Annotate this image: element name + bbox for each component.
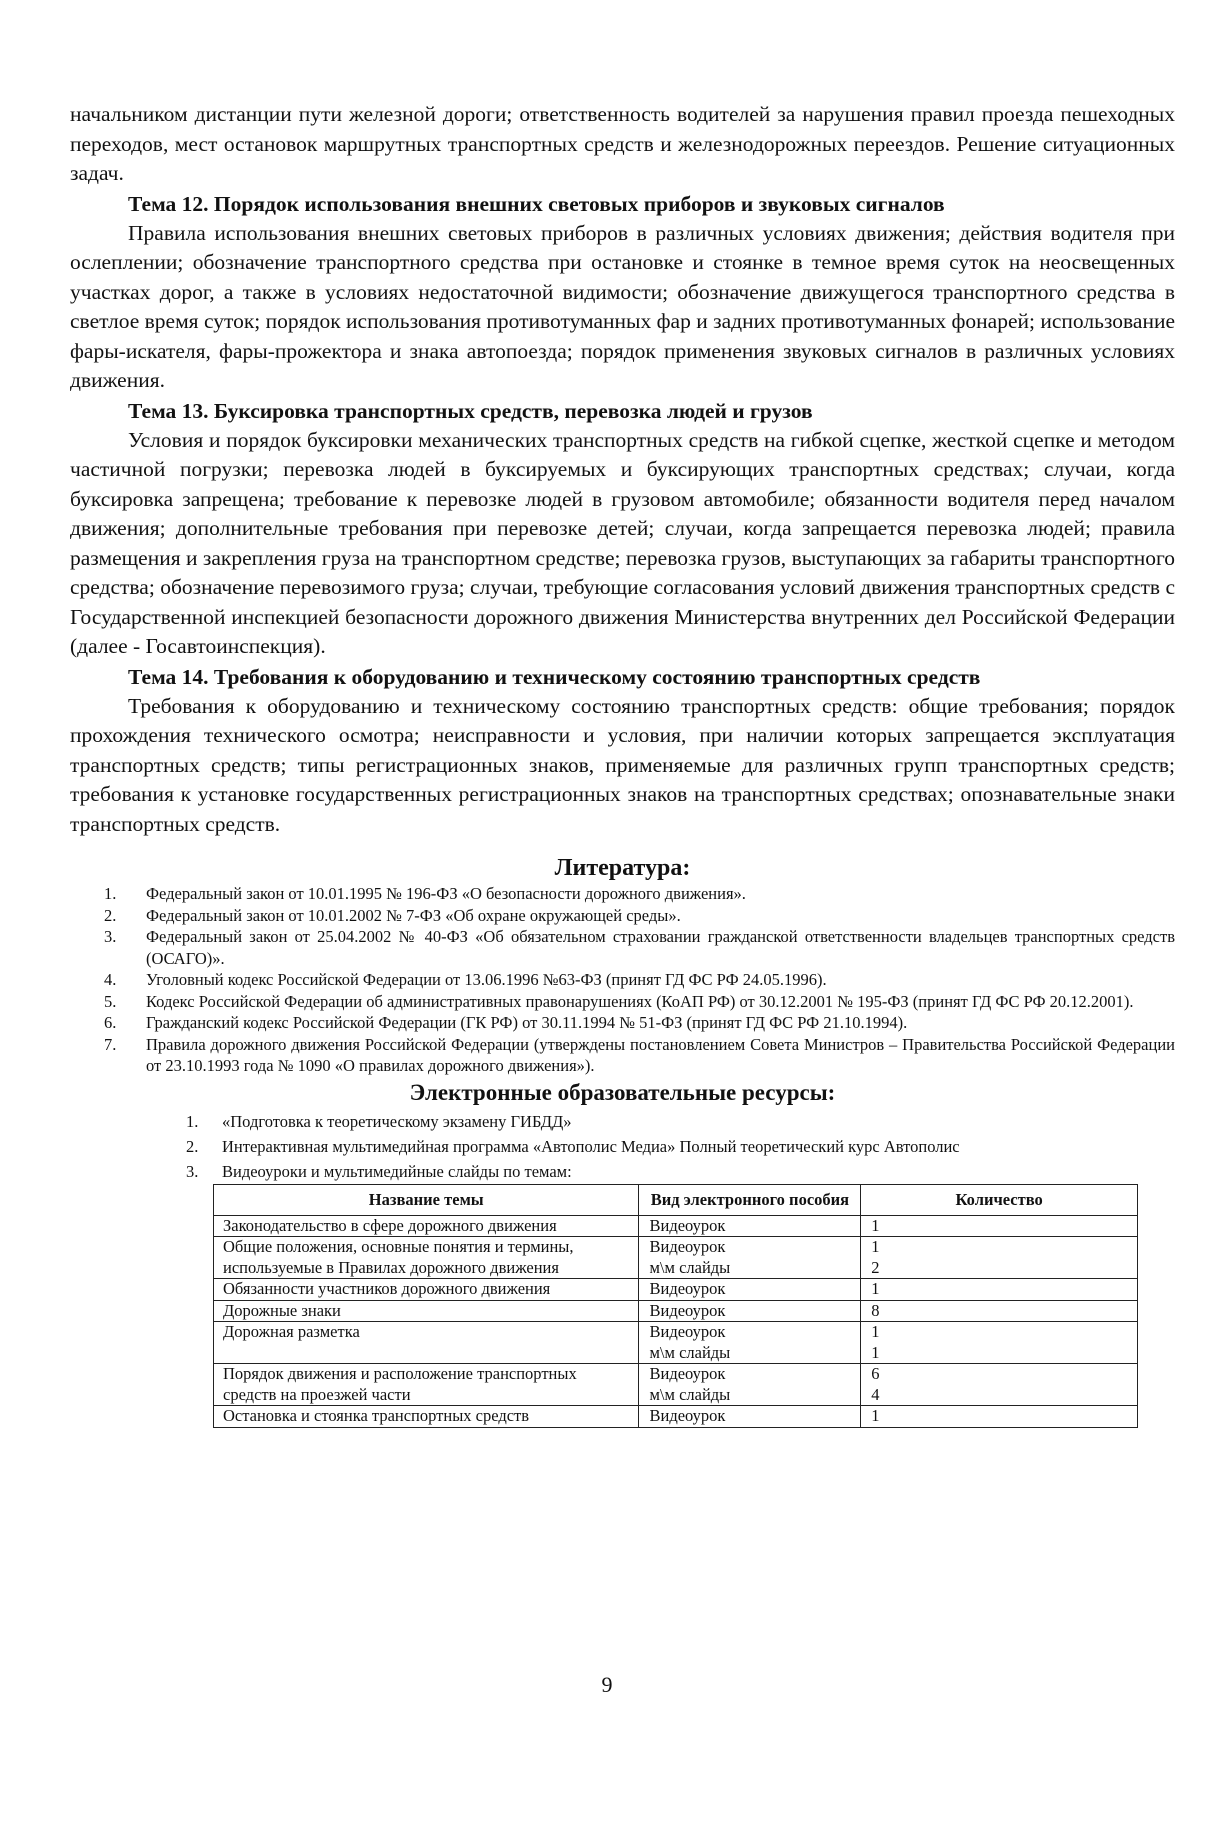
cell-kind: Видеоурок (639, 1215, 861, 1237)
page-number: 9 (601, 1672, 613, 1697)
cell-count: 1 1 (861, 1322, 1138, 1364)
list-item: 6. Гражданский кодекс Российской Федерации (ГК РФ) от 30.11.1994 № 51-ФЗ (принят ГД ФС РФ 21.10.1994). (104, 1013, 908, 1032)
cell-count: 6 4 (861, 1364, 1138, 1406)
table-header-row (214, 1184, 1138, 1215)
topic-13-text: Условия и порядок буксировки механических транспортных средств на гибкой сцепке, жесткой сцепке и методом частичной погрузки; перевозка людей в буксируемых и буксирующих транспортных средствах; случаи, когда буксировка запрещена; требование к перевозке людей в грузовом автомобиле; обязанности водителя перед началом движения; дополнительные требования при перевозке детей; случаи, когда запрещается перевозка людей; правила размещения и закрепления груза на транспортном средстве; перевозка грузов, выступающих за габариты транспортного средства; обозначение перевозимого груза; случаи, требующие согласования условий движения транспортных средств с Государственной инспекцией безопасности дорожного движения Министерства внутренних дел Российской Федерации (далее - Госавтоинспекция). (70, 427, 1175, 658)
resources-list (70, 1109, 1175, 1184)
cell-topic: Остановка и стоянка транспортных средств (214, 1406, 639, 1428)
cell-kind: Видеоурок (639, 1300, 861, 1322)
list-item: 7. Правила дорожного движения Российской Федерации (утверждены постановлением Совета Министров – Правительства Российской Федерации от 23.10.1993 года № 1090 «О правилах дорожного движения»). (104, 1034, 1175, 1075)
list-item: 1. Федеральный закон от 10.01.1995 № 196-ФЗ «О безопасности дорожного движения». (104, 884, 746, 903)
list-item: 2. Интерактивная мультимедийная программа «Автополис Медиа» Полный теоретический курс Автополис (186, 1136, 960, 1156)
table-row (214, 1237, 1138, 1279)
cell-topic: Порядок движения и расположение транспортных средств на проезжей части (214, 1364, 639, 1406)
list-item: 5. Кодекс Российской Федерации об административных правонарушениях (КоАП РФ) от 30.12.2001 № 195-ФЗ (принят ГД ФС РФ 20.12.2001). (104, 991, 1134, 1011)
resources-table (213, 1184, 1138, 1428)
table-row (214, 1279, 1138, 1301)
cell-kind: Видеоурок (639, 1279, 861, 1301)
list-item: 1. «Подготовка к теоретическому экзамену ГИБДД» (186, 1111, 572, 1131)
topic-14-title: Тема 14. Требования к оборудованию и техническому состоянию транспортных средств (128, 664, 981, 689)
cell-count: 1 (861, 1279, 1138, 1301)
column-header-topic: Название темы (214, 1184, 639, 1215)
table-row (214, 1406, 1138, 1428)
intro-paragraph: начальником дистанции пути железной дороги; ответственность водителей за нарушения правил проезда пешеходных переходов, мест остановок маршрутных транспортных средств и железнодорожных переездов. Решение ситуационных задач. (70, 102, 1175, 185)
cell-topic: Обязанности участников дорожного движения (214, 1279, 639, 1301)
cell-kind: Видеоурок м\м слайды (639, 1322, 861, 1364)
resources-title: Электронные образовательные ресурсы: (409, 1079, 836, 1105)
cell-kind: Видеоурок (639, 1406, 861, 1428)
cell-topic: Общие положения, основные понятия и термины, используемые в Правилах дорожного движения (214, 1237, 639, 1279)
list-item: 2. Федеральный закон от 10.01.2002 № 7-ФЗ «Об охране окружающей среды». (104, 905, 681, 925)
topic-12-text: Правила использования внешних световых приборов в различных условиях движения; действия водителя при ослеплении; обозначение транспортного средства при остановке и стоянке в темное время суток на неосвещенных участках дорог, а также в условиях недостаточной видимости; обозначение движущегося транспортного средства в светлое время суток; порядок использования противотуманных фар и задних противотуманных фонарей; использование фары-искателя, фары-прожектора и знака автопоезда; порядок применения звуковых сигналов в различных условиях движения. (70, 220, 1175, 392)
cell-count: 8 (861, 1300, 1138, 1322)
cell-count: 1 (861, 1406, 1138, 1428)
topic-12-title: Тема 12. Порядок использования внешних световых приборов и звуковых сигналов (128, 191, 945, 216)
column-header-kind: Вид электронного пособия (639, 1184, 861, 1215)
literature-title: Литература: (554, 855, 691, 881)
cell-kind: Видеоурок м\м слайды (639, 1237, 861, 1279)
cell-topic: Дорожные знаки (214, 1300, 639, 1322)
topic-13-title: Тема 13. Буксировка транспортных средств, перевозка людей и грузов (128, 398, 813, 423)
cell-topic: Законодательство в сфере дорожного движения (214, 1215, 639, 1237)
cell-count: 1 (861, 1215, 1138, 1237)
literature-list (70, 883, 1175, 1077)
document-page (70, 100, 1175, 1428)
cell-kind: Видеоурок м\м слайды (639, 1364, 861, 1406)
cell-count: 1 2 (861, 1237, 1138, 1279)
topic-14-text: Требования к оборудованию и техническому состоянию транспортных средств: общие требования; порядок прохождения технического осмотра; неисправности и условия, при наличии которых запрещается эксплуатация транспортных средств; типы регистрационных знаков, применяемые для различных групп транспортных средств; требования к установке государственных регистрационных знаков на транспортных средствах; опознавательные знаки транспортных средств. (70, 693, 1175, 836)
table-row (214, 1300, 1138, 1322)
table-row (214, 1322, 1138, 1364)
list-item: 3. Видеоуроки и мультимедийные слайды по темам: (186, 1161, 572, 1181)
table-row (214, 1364, 1138, 1406)
column-header-count: Количество (861, 1184, 1138, 1215)
table-row (214, 1215, 1138, 1237)
list-item: 3. Федеральный закон от 25.04.2002 № 40-ФЗ «Об обязательном страховании гражданской ответственности владельцев транспортных средств (ОСАГО)». (104, 927, 1175, 968)
list-item: 4. Уголовный кодекс Российской Федерации от 13.06.1996 №63-ФЗ (принят ГД ФС РФ 24.05.1996). (104, 970, 827, 989)
cell-topic: Дорожная разметка (214, 1322, 639, 1364)
